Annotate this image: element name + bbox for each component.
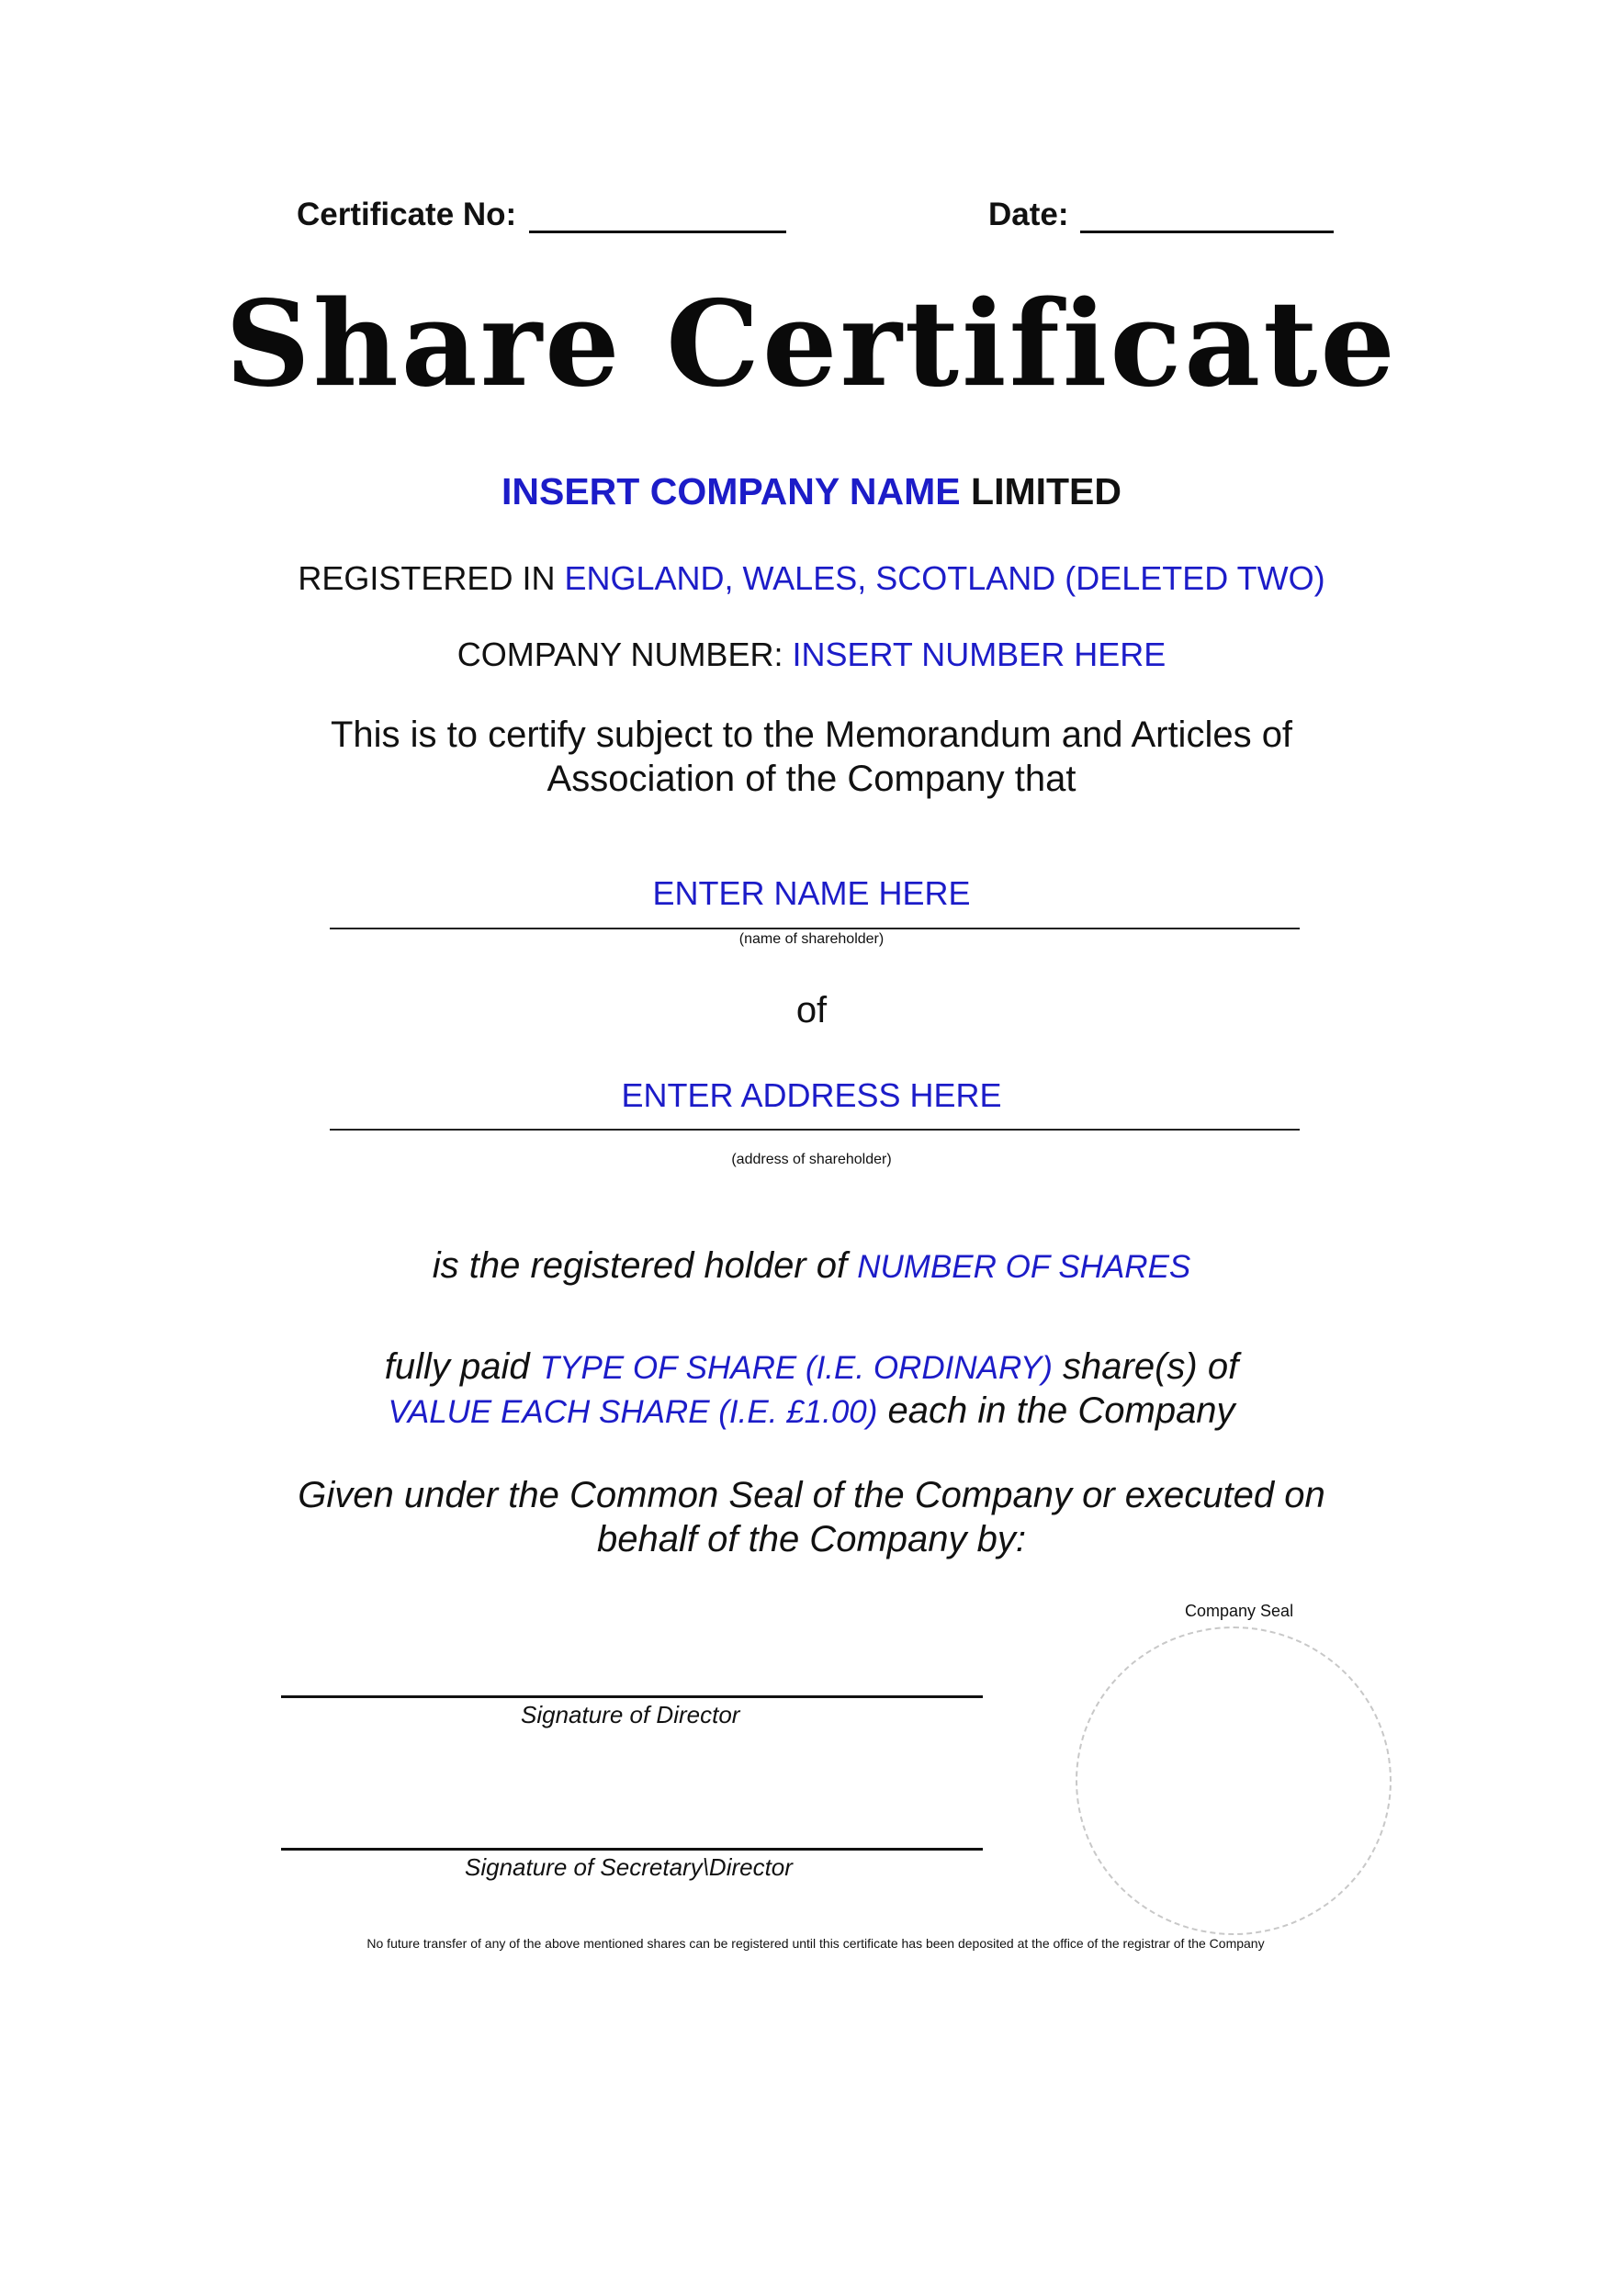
company-seal-circle — [1076, 1626, 1392, 1935]
company-number-line — [0, 636, 1623, 674]
company-number-label: COMPANY NUMBER: — [456, 636, 783, 673]
share-type-placeholder[interactable]: TYPE OF SHARE (I.E. ORDINARY) — [539, 1350, 1053, 1386]
given-text — [0, 1473, 1623, 1561]
secretary-signature-caption: Signature of Secretary\Director — [465, 1853, 793, 1881]
transfer-footer-note: No future transfer of any of the above mentioned shares can be registered until this certificate has been deposited at the office of the registrar of the Company — [366, 1936, 1265, 1951]
shareholder-name-underline — [330, 928, 1300, 929]
share-type-line — [0, 1346, 1623, 1388]
registration-placeholder[interactable]: ENGLAND, WALES, SCOTLAND (DELETED TWO) — [564, 559, 1325, 597]
share-value-suffix: each in the Company — [887, 1390, 1235, 1431]
registration-line — [0, 559, 1623, 598]
number-of-shares-placeholder[interactable]: NUMBER OF SHARES — [857, 1249, 1191, 1285]
secretary-signature-line[interactable] — [281, 1848, 983, 1851]
certificate-no-label: Certificate No: — [297, 197, 517, 232]
share-value-line — [0, 1390, 1623, 1432]
director-signature-caption: Signature of Director — [521, 1701, 740, 1728]
date-label: Date: — [988, 197, 1069, 232]
holder-prefix: is the registered holder of — [432, 1245, 848, 1286]
shareholder-address-caption: (address of shareholder) — [731, 1152, 892, 1167]
company-number-placeholder[interactable]: INSERT NUMBER HERE — [792, 636, 1167, 673]
certify-line-2: Association of the Company that — [547, 759, 1076, 799]
share-type-prefix: fully paid — [384, 1346, 530, 1387]
certify-text — [0, 713, 1623, 801]
shareholder-name-caption: (name of shareholder) — [738, 931, 885, 947]
shareholder-address-field[interactable]: ENTER ADDRESS HERE — [621, 1076, 1002, 1114]
share-value-placeholder[interactable]: VALUE EACH SHARE (I.E. £1.00) — [388, 1394, 878, 1430]
certify-line-1: This is to certify subject to the Memorandum and Articles of — [330, 715, 1293, 755]
holder-line — [0, 1245, 1623, 1287]
company-seal-label: Company Seal — [1185, 1602, 1294, 1620]
certificate-title: Share Certificate — [225, 276, 1398, 413]
shareholder-address-underline — [330, 1129, 1300, 1131]
company-name-placeholder[interactable]: INSERT COMPANY NAME — [501, 470, 961, 512]
share-type-suffix: share(s) of — [1063, 1346, 1239, 1387]
registration-prefix: REGISTERED IN — [298, 559, 556, 597]
company-suffix: LIMITED — [971, 470, 1122, 512]
certificate-no-field[interactable] — [529, 231, 786, 233]
director-signature-line[interactable] — [281, 1695, 983, 1698]
date-field[interactable] — [1080, 231, 1334, 233]
company-name-line — [0, 470, 1623, 513]
given-line-1: Given under the Common Seal of the Company or executed on — [298, 1475, 1325, 1515]
of-word: of — [795, 990, 828, 1030]
given-line-2: behalf of the Company by: — [597, 1519, 1026, 1559]
shareholder-name-field[interactable]: ENTER NAME HERE — [652, 874, 971, 912]
